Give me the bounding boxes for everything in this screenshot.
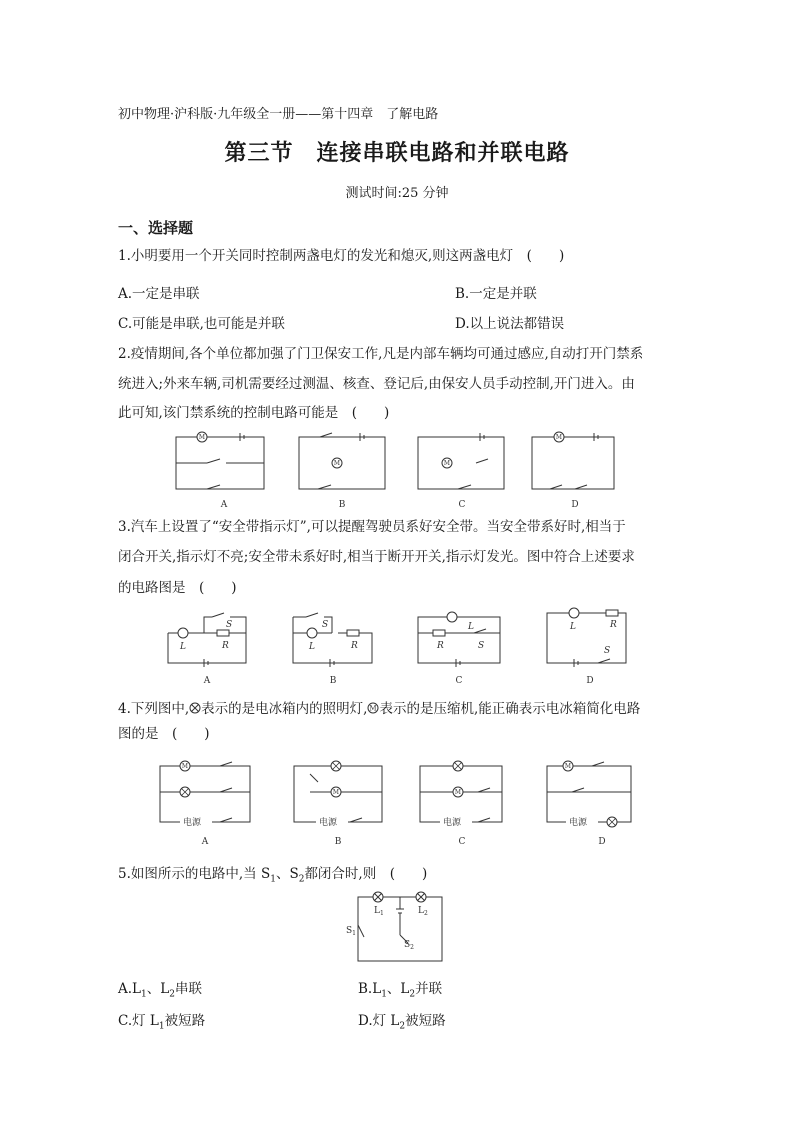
resistor-label: R bbox=[437, 641, 444, 651]
question-3-line-3: 的电路图是 ( ) bbox=[118, 580, 237, 596]
q2-caption-b: B bbox=[338, 500, 346, 510]
q5-option-a: $A.L_1$、$L_2$串联 bbox=[118, 981, 202, 1000]
q2-circuit-figures bbox=[0, 425, 794, 515]
q4-text-part-1: 4.下列图中, bbox=[118, 701, 190, 717]
question-4-line-1 bbox=[118, 697, 640, 717]
motor-label: M bbox=[333, 460, 341, 467]
resistor-label: R bbox=[610, 620, 617, 630]
q4-text-part-2: 表示的是电冰箱内的照明灯, bbox=[201, 701, 368, 717]
question-1-stem: 1.小明要用一个开关同时控制两盏电灯的发光和熄灭,则这两盏电灯 ( ) bbox=[118, 248, 565, 264]
switch-label: S bbox=[226, 620, 233, 630]
power-source-label: 电源 bbox=[319, 818, 338, 828]
question-5-stem bbox=[118, 862, 427, 885]
question-2-line-2: 统进入;外来车辆,司机需要经过测温、核查、登记后,由保安人员手动控制,开门进入。由 bbox=[118, 376, 635, 392]
q1-option-c: C.可能是串联,也可能是并联 bbox=[118, 316, 285, 332]
q4-caption-b: B bbox=[334, 837, 342, 847]
q2-circuit-c bbox=[418, 433, 504, 489]
q3-circuit-c bbox=[418, 612, 500, 667]
switch-label: S bbox=[604, 646, 611, 656]
q5-option-b: $B.L_1$、$L_2$并联 bbox=[358, 981, 443, 1000]
q1-option-b: B.一定是并联 bbox=[455, 286, 537, 302]
q5-stem-part: 都闭合时,则 ( ) bbox=[304, 866, 428, 882]
lamp-label: L bbox=[570, 622, 576, 632]
question-3-line-1: 3.汽车上设置了“安全带指示灯”,可以提醒驾驶员系好安全带。当安全带系好时,相当于 bbox=[118, 519, 626, 535]
motor-label: M bbox=[555, 434, 563, 441]
q3-caption-c: C bbox=[455, 676, 463, 686]
q3-circuit-b bbox=[293, 613, 372, 667]
lamp-label: L bbox=[468, 622, 474, 632]
q5-stem-sub: 1 bbox=[270, 874, 276, 885]
page-title: 第三节 连接串联电路和并联电路 bbox=[224, 141, 570, 166]
q2-caption-c: C bbox=[458, 500, 466, 510]
motor-symbol-icon bbox=[367, 702, 379, 714]
q4-caption-c: C bbox=[458, 837, 466, 847]
breadcrumb: 初中物理·沪科版·九年级全一册——第十四章 了解电路 bbox=[118, 107, 439, 122]
question-2-line-1: 2.疫情期间,各个单位都加强了门卫保安工作,凡是内部车辆均可通过感应,自动打开门禁系 bbox=[118, 346, 644, 362]
motor-label: M bbox=[564, 763, 572, 770]
lamp-label: L bbox=[180, 642, 186, 652]
section-heading: 一、选择题 bbox=[118, 219, 194, 237]
question-2-line-3: 此可知,该门禁系统的控制电路可能是 ( ) bbox=[118, 405, 390, 421]
q5-option-d: D.灯 $L_2$被短路 bbox=[358, 1013, 446, 1032]
motor-label: M bbox=[369, 704, 378, 713]
q3-caption-d: D bbox=[586, 676, 594, 686]
test-time: 测试时间:25 分钟 bbox=[345, 186, 449, 201]
s1-label: $S_1$ bbox=[346, 926, 356, 937]
q3-circuit-a bbox=[168, 613, 246, 667]
power-source-label: 电源 bbox=[443, 818, 462, 828]
q5-circuit-figure bbox=[0, 885, 794, 965]
lamp-symbol-icon bbox=[189, 702, 201, 714]
motor-label: M bbox=[198, 434, 206, 441]
resistor-label: R bbox=[222, 641, 229, 651]
q4-text-part-3: 表示的是压缩机,能正确表示电冰箱简化电路 bbox=[379, 701, 641, 717]
q4-caption-a: A bbox=[201, 837, 209, 847]
question-3-line-2: 闭合开关,指示灯不亮;安全带未系好时,相当于断开开关,指示灯发光。图中符合上述要求 bbox=[118, 549, 635, 565]
q5-stem-sub: 2 bbox=[298, 874, 305, 885]
q4-circuit-a bbox=[160, 761, 250, 822]
q2-caption-d: D bbox=[571, 500, 579, 510]
power-source-label: 电源 bbox=[569, 818, 588, 828]
s2-label: $S_2$ bbox=[404, 940, 414, 951]
q1-option-a: A.一定是串联 bbox=[118, 286, 200, 302]
q2-circuit-a bbox=[176, 432, 264, 489]
q3-circuit-figures bbox=[0, 605, 794, 690]
q5-stem-part: 5.如图所示的电路中,当 S bbox=[118, 866, 271, 882]
q3-caption-a: A bbox=[203, 676, 211, 686]
q1-option-d: D.以上说法都错误 bbox=[455, 316, 565, 332]
question-4-line-2: 图的是 ( ) bbox=[118, 726, 210, 742]
q2-circuit-d bbox=[532, 432, 614, 489]
motor-label: M bbox=[332, 789, 340, 796]
q5-option-c: C.灯 $L_1$被短路 bbox=[118, 1013, 206, 1032]
switch-label: S bbox=[322, 620, 329, 630]
switch-label: S bbox=[478, 641, 485, 651]
l2-label: $L_2$ bbox=[418, 906, 428, 917]
q2-caption-a: A bbox=[220, 500, 228, 510]
q3-caption-b: B bbox=[329, 676, 337, 686]
q2-circuit-b bbox=[299, 433, 385, 489]
q4-caption-d: D bbox=[598, 837, 606, 847]
l1-label: $L_1$ bbox=[374, 906, 384, 917]
lamp-label: L bbox=[309, 642, 315, 652]
power-source-label: 电源 bbox=[183, 818, 202, 828]
q3-circuit-d bbox=[547, 608, 626, 667]
motor-label: M bbox=[443, 460, 451, 467]
q4-circuit-figures bbox=[0, 752, 794, 852]
resistor-label: R bbox=[351, 641, 358, 651]
motor-label: M bbox=[454, 789, 462, 796]
motor-label: M bbox=[181, 763, 189, 770]
q5-stem-part: 、S bbox=[275, 866, 299, 882]
